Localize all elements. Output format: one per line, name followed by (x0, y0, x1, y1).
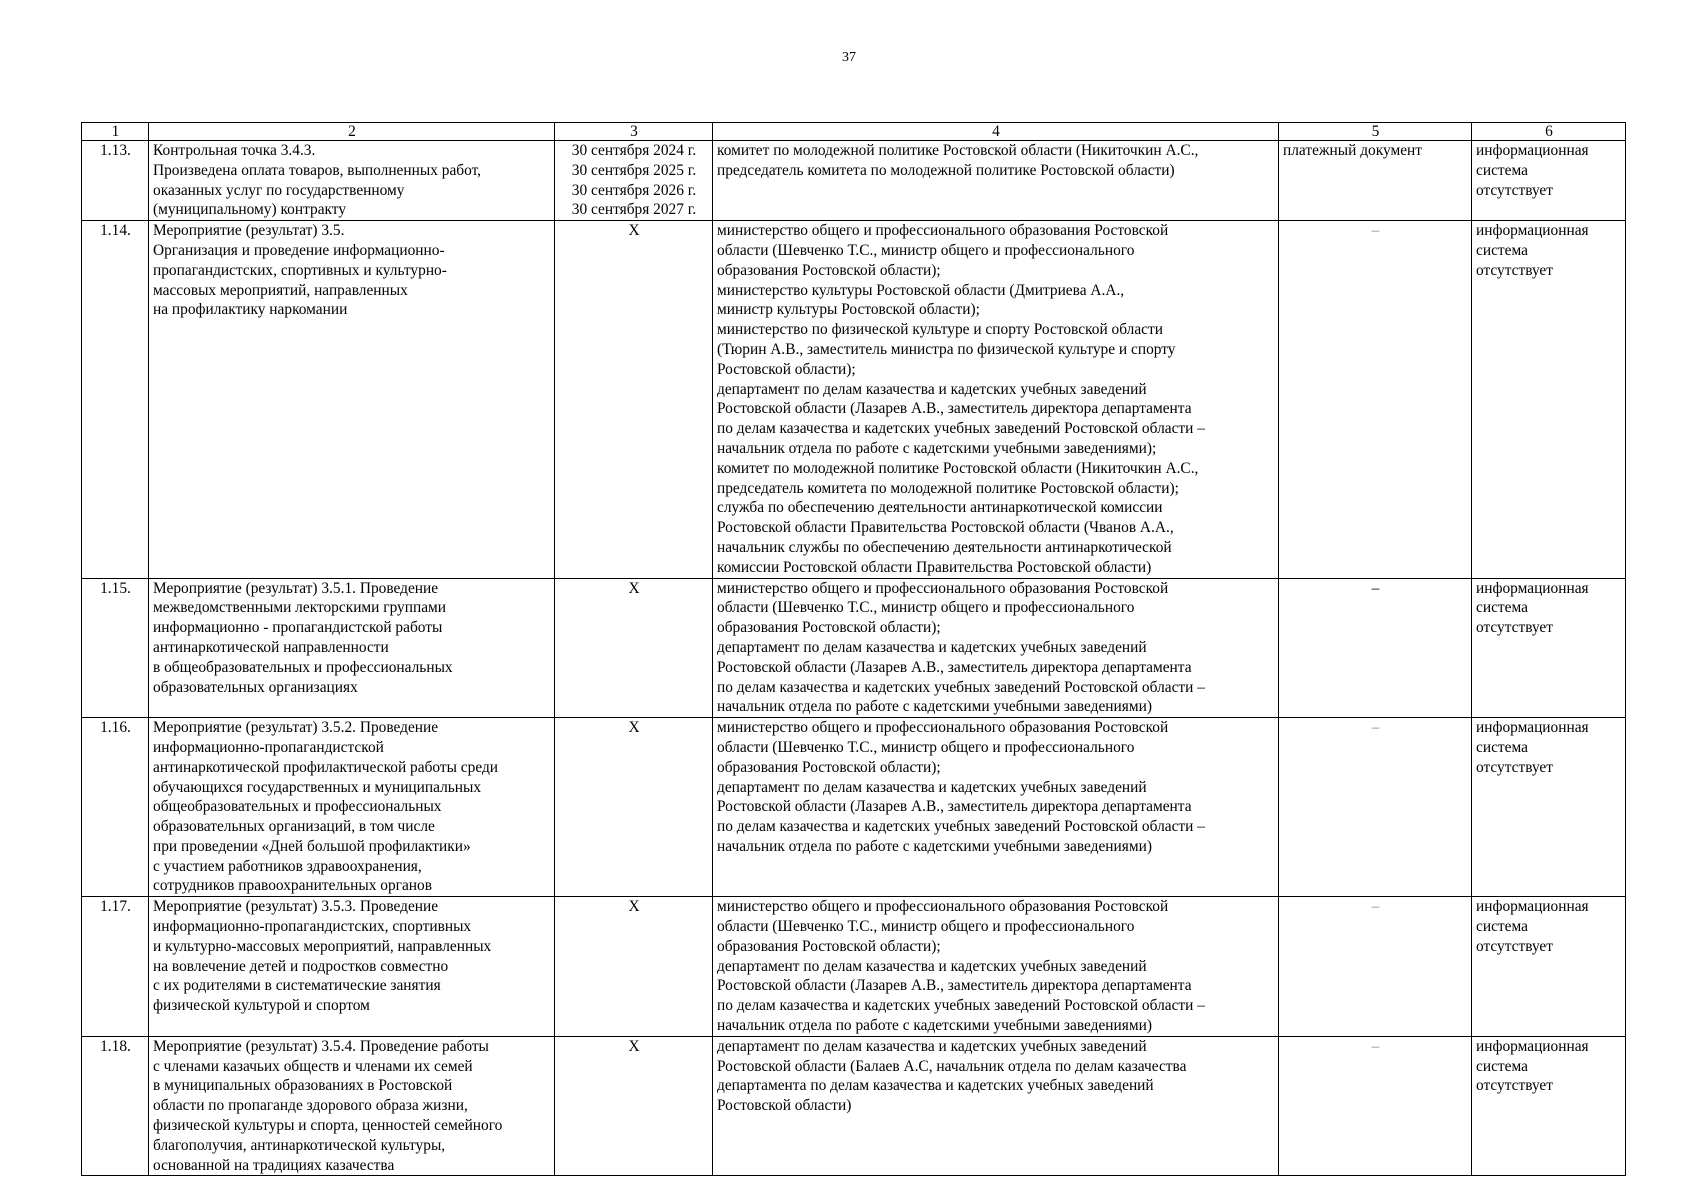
responsible: министерство общего и профессионального образования Ростовской области (Шевченко Т.С., министр общего и профессионального образования Ростовской области); департамент по делам казачества и кадетских учебных заведений Ростовской области (Лазарев А.В., заместитель директора департамента по делам казачества и кадетских учебных заведений Ростовской области – начальник отдела по работе с кадетскими учебными заведениями) (713, 897, 1279, 1037)
deadline: Х (555, 1036, 713, 1176)
information-system: информационная система отсутствует (1472, 1036, 1626, 1176)
column-number-4: 4 (713, 123, 1279, 141)
item-name: Мероприятие (результат) 3.5.1. Проведение межведомственными лекторскими группами информационно - пропагандистской работы антинаркотической направленности в общеобразовательных и профессиональных образовательных организациях (149, 578, 555, 718)
document-type: – (1279, 1036, 1472, 1176)
row-number: 1.18. (82, 1036, 149, 1176)
responsible: комитет по молодежной политике Ростовской области (Никиточкин А.С., председатель комитета по молодежной политике Ростовской области) (713, 141, 1279, 221)
information-system: информационная система отсутствует (1472, 718, 1626, 897)
column-number-3: 3 (555, 123, 713, 141)
item-name: Контрольная точка 3.4.3. Произведена оплата товаров, выполненных работ, оказанных услуг по государственному (муниципальному) контракту (149, 141, 555, 221)
information-system: информационная система отсутствует (1472, 578, 1626, 718)
column-number-1: 1 (82, 123, 149, 141)
table-row (82, 221, 1626, 578)
document-type: – (1279, 221, 1472, 578)
responsible: министерство общего и профессионального образования Ростовской области (Шевченко Т.С., министр общего и профессионального образования Ростовской области); департамент по делам казачества и кадетских учебных заведений Ростовской области (Лазарев А.В., заместитель директора департамента по делам казачества и кадетских учебных заведений Ростовской области – начальник отдела по работе с кадетскими учебными заведениями) (713, 578, 1279, 718)
document-type: – (1279, 897, 1472, 1037)
deadline: Х (555, 718, 713, 897)
information-system: информационная система отсутствует (1472, 141, 1626, 221)
row-number: 1.17. (82, 897, 149, 1037)
column-number-6: 6 (1472, 123, 1626, 141)
table-row (82, 141, 1626, 221)
deadline: Х (555, 897, 713, 1037)
row-number: 1.15. (82, 578, 149, 718)
deadline: Х (555, 221, 713, 578)
document-type: – (1279, 578, 1472, 718)
document-type: платежный документ (1279, 141, 1472, 221)
table-row (82, 897, 1626, 1037)
column-number-row (82, 123, 1626, 141)
item-name: Мероприятие (результат) 3.5. Организация и проведение информационно- пропагандистских, спортивных и культурно- массовых мероприятий, направленных на профилактику наркомании (149, 221, 555, 578)
table-row (82, 1036, 1626, 1176)
responsible: министерство общего и профессионального образования Ростовской области (Шевченко Т.С., министр общего и профессионального образования Ростовской области); департамент по делам казачества и кадетских учебных заведений Ростовской области (Лазарев А.В., заместитель директора департамента по делам казачества и кадетских учебных заведений Ростовской области – начальник отдела по работе с кадетскими учебными заведениями) (713, 718, 1279, 897)
table-row (82, 578, 1626, 718)
row-number: 1.16. (82, 718, 149, 897)
plan-table (81, 122, 1626, 1176)
row-number: 1.13. (82, 141, 149, 221)
deadline: 30 сентября 2024 г. 30 сентября 2025 г. 30 сентября 2026 г. 30 сентября 2027 г. (555, 141, 713, 221)
information-system: информационная система отсутствует (1472, 221, 1626, 578)
table-row (82, 718, 1626, 897)
column-number-2: 2 (149, 123, 555, 141)
deadline: Х (555, 578, 713, 718)
item-name: Мероприятие (результат) 3.5.4. Проведение работы с членами казачьих обществ и членами их семей в муниципальных образованиях в Ростовской области по пропаганде здорового образа жизни, физической культуры и спорта, ценностей семейного благополучия, антинаркотической культуры, основанной на традициях казачества (149, 1036, 555, 1176)
document-type: – (1279, 718, 1472, 897)
column-number-5: 5 (1279, 123, 1472, 141)
item-name: Мероприятие (результат) 3.5.2. Проведение информационно-пропагандистской антинаркотической профилактической работы среди обучающихся государственных и муниципальных общеобразовательных и профессиональных образовательных организаций, в том числе при проведении «Дней большой профилактики» с участием работников здравоохранения, сотрудников правоохранительных органов (149, 718, 555, 897)
responsible: министерство общего и профессионального образования Ростовской области (Шевченко Т.С., министр общего и профессионального образования Ростовской области); министерство культуры Ростовской области (Дмитриева А.А., министр культуры Ростовской области); министерство по физической культуре и спорту Ростовской области (Тюрин А.В., заместитель министра по физической культуре и спорту Ростовской области); департамент по делам казачества и кадетских учебных заведений Ростовской области (Лазарев А.В., заместитель директора департамента по делам казачества и кадетских учебных заведений Ростовской области – начальник отдела по работе с кадетскими учебными заведениями); комитет по молодежной политике Ростовской области (Никиточкин А.С., председатель комитета по молодежной политике Ростовской области); служба по обеспечению деятельности антинаркотической комиссии Ростовской области Правительства Ростовской области (Чванов А.А., начальник службы по обеспечению деятельности антинаркотической комиссии Ростовской области Правительства Ростовской области) (713, 221, 1279, 578)
row-number: 1.14. (82, 221, 149, 578)
responsible: департамент по делам казачества и кадетских учебных заведений Ростовской области (Балаев А.С, начальник отдела по делам казачества департамента по делам казачества и кадетских учебных заведений Ростовской области) (713, 1036, 1279, 1176)
information-system: информационная система отсутствует (1472, 897, 1626, 1037)
page-number: 37 (842, 50, 856, 65)
item-name: Мероприятие (результат) 3.5.3. Проведение информационно-пропагандистских, спортивных и культурно-массовых мероприятий, направленных на вовлечение детей и подростков совместно с их родителями в систематические занятия физической культурой и спортом (149, 897, 555, 1037)
